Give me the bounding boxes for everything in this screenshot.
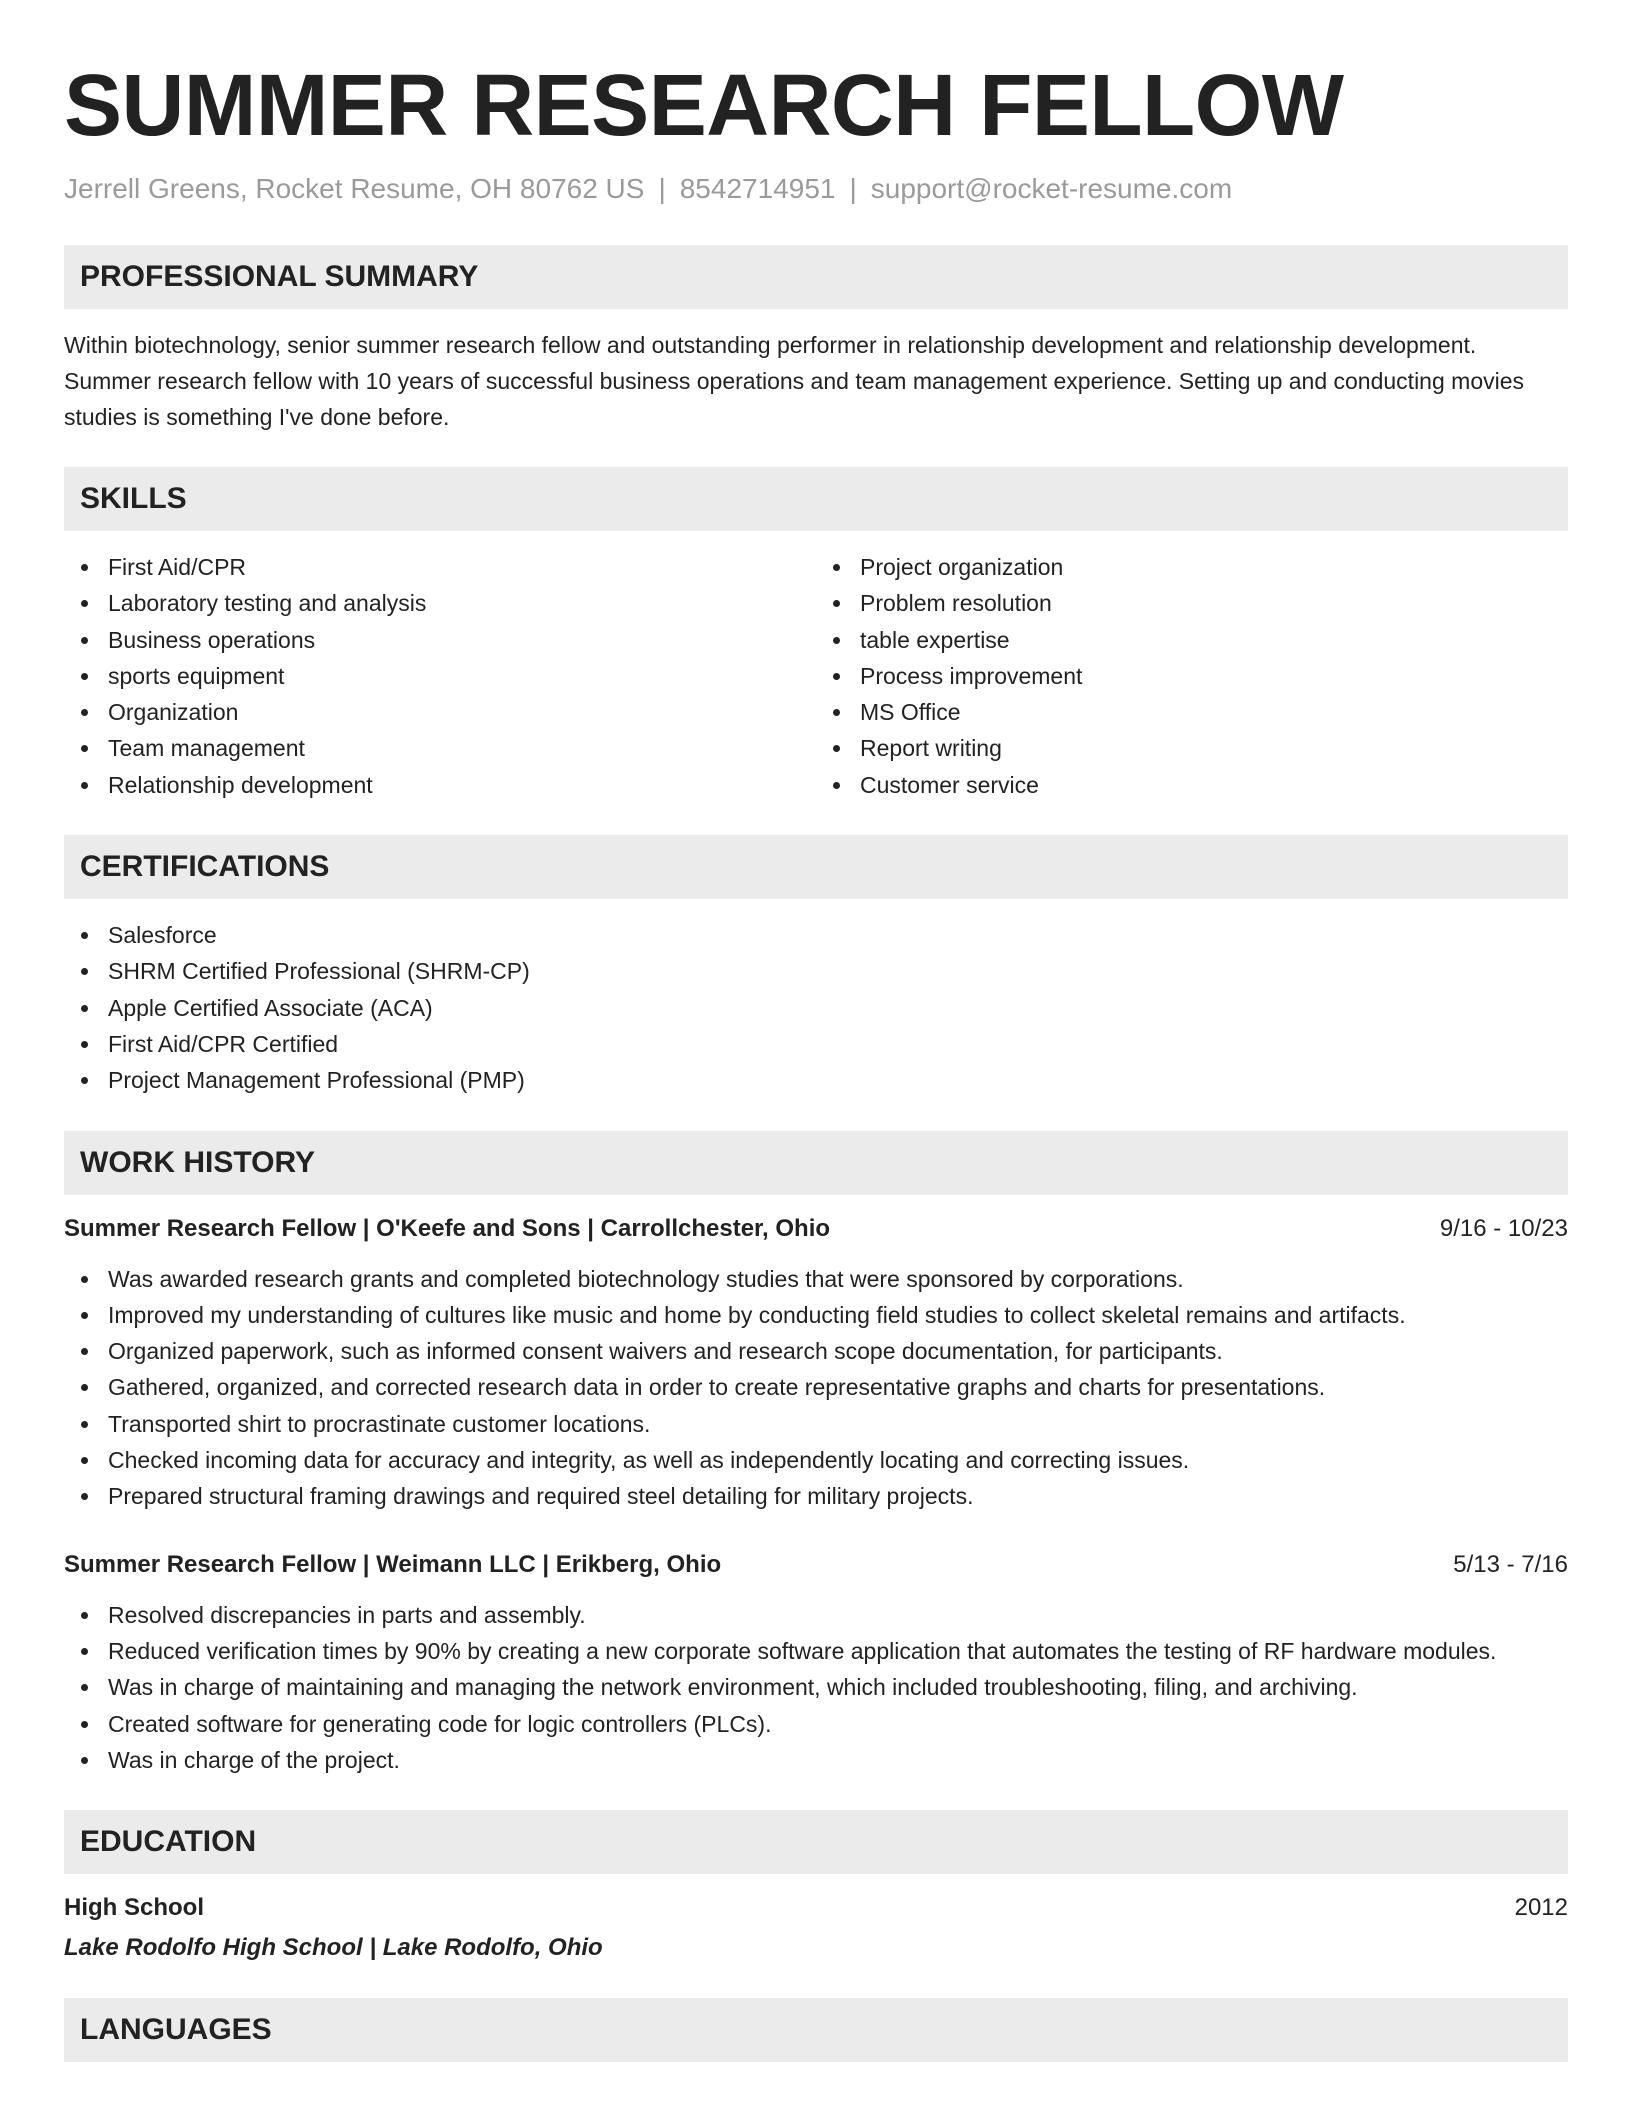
job-bullet: Created software for generating code for logic controllers (PLCs). xyxy=(64,1706,1568,1742)
skill-item: Relationship development xyxy=(64,767,816,803)
job-title: Summer Research Fellow | Weimann LLC | Erikberg, Ohio xyxy=(64,1550,722,1578)
education-header xyxy=(64,1890,1568,1926)
job-dates: 9/16 - 10/23 xyxy=(1439,1214,1568,1242)
skills-list xyxy=(64,549,1568,803)
job-header xyxy=(64,1547,1568,1583)
contact-line xyxy=(64,171,1568,207)
certifications-list xyxy=(64,917,1568,1098)
job-bullets xyxy=(64,1597,1568,1778)
skill-item: Report writing xyxy=(816,730,1568,766)
section-heading-languages: LANGUAGES xyxy=(64,1998,1568,2062)
contact-address: Jerrell Greens, Rocket Resume, OH 80762 US xyxy=(64,173,645,204)
work-history xyxy=(64,1211,1568,1779)
job-title: Summer Research Fellow | O'Keefe and Sons | Carrollchester, Ohio xyxy=(64,1214,831,1242)
job-bullet: Was in charge of the project. xyxy=(64,1742,1568,1778)
job-bullet: Resolved discrepancies in parts and assembly. xyxy=(64,1597,1568,1633)
skill-item: sports equipment xyxy=(64,658,816,694)
certification-item: Apple Certified Associate (ACA) xyxy=(64,990,1568,1026)
job-bullet: Gathered, organized, and corrected research data in order to create representative graphs and charts for presentations. xyxy=(64,1369,1568,1405)
education-school: Lake Rodolfo High School | Lake Rodolfo, Ohio xyxy=(64,1934,603,1962)
education-entry xyxy=(64,1890,1568,1966)
contact-separator: | xyxy=(658,173,666,204)
section-heading-skills: SKILLS xyxy=(64,467,1568,531)
job-dates: 5/13 - 7/16 xyxy=(1453,1550,1568,1578)
skill-item: Process improvement xyxy=(816,658,1568,694)
skill-item: table expertise xyxy=(816,622,1568,658)
resume-title: SUMMER RESEARCH FELLOW xyxy=(64,57,1344,154)
job-entry xyxy=(64,1547,1568,1778)
education-degree: High School xyxy=(64,1894,204,1922)
skill-item: Business operations xyxy=(64,622,816,658)
contact-email[interactable]: support@rocket-resume.com xyxy=(870,173,1233,204)
job-bullet: Prepared structural framing drawings and required steel detailing for military projects. xyxy=(64,1478,1568,1514)
skill-item: Project organization xyxy=(816,549,1568,585)
job-header xyxy=(64,1211,1568,1247)
contact-separator: | xyxy=(849,173,857,204)
section-heading-certifications: CERTIFICATIONS xyxy=(64,835,1568,899)
education-year: 2012 xyxy=(1514,1894,1568,1922)
job-bullet: Reduced verification times by 90% by creating a new corporate software application that automates the testing of RF hardware modules. xyxy=(64,1633,1568,1669)
skill-item: MS Office xyxy=(816,694,1568,730)
summary-text: Within biotechnology, senior summer research fellow and outstanding performer in relationship development and relationship development. Summer research fellow with 10 years of successful business operations and team management experience. Setting up and conducting movies studies is something I've done before. xyxy=(64,332,1525,430)
job-bullet: Organized paperwork, such as informed consent waivers and research scope documentation, for participants. xyxy=(64,1333,1568,1369)
job-entry xyxy=(64,1211,1568,1515)
certification-item: Salesforce xyxy=(64,917,1568,953)
job-bullet: Checked incoming data for accuracy and integrity, as well as independently locating and correcting issues. xyxy=(64,1442,1568,1478)
job-bullet: Was in charge of maintaining and managing the network environment, which included troubleshooting, filing, and archiving. xyxy=(64,1669,1568,1705)
skill-item: Organization xyxy=(64,694,816,730)
skill-item: Laboratory testing and analysis xyxy=(64,585,816,621)
certification-item: SHRM Certified Professional (SHRM-CP) xyxy=(64,953,1568,989)
contact-phone[interactable]: 8542714951 xyxy=(679,173,836,204)
section-heading-work-history: WORK HISTORY xyxy=(64,1131,1568,1195)
section-heading-education: EDUCATION xyxy=(64,1810,1568,1874)
job-bullet: Was awarded research grants and completed biotechnology studies that were sponsored by corporations. xyxy=(64,1261,1568,1297)
skill-item: Customer service xyxy=(816,767,1568,803)
certification-item: First Aid/CPR Certified xyxy=(64,1026,1568,1062)
skill-item: Problem resolution xyxy=(816,585,1568,621)
skills-column-right xyxy=(816,549,1568,803)
job-bullets xyxy=(64,1261,1568,1515)
job-bullet: Transported shirt to procrastinate customer locations. xyxy=(64,1406,1568,1442)
job-bullet: Improved my understanding of cultures like music and home by conducting field studies to collect skeletal remains and artifacts. xyxy=(64,1297,1568,1333)
skill-item: First Aid/CPR xyxy=(64,549,816,585)
section-heading-summary: PROFESSIONAL SUMMARY xyxy=(64,245,1568,309)
skills-column-left xyxy=(64,549,816,803)
skill-item: Team management xyxy=(64,730,816,766)
certification-item: Project Management Professional (PMP) xyxy=(64,1062,1568,1098)
